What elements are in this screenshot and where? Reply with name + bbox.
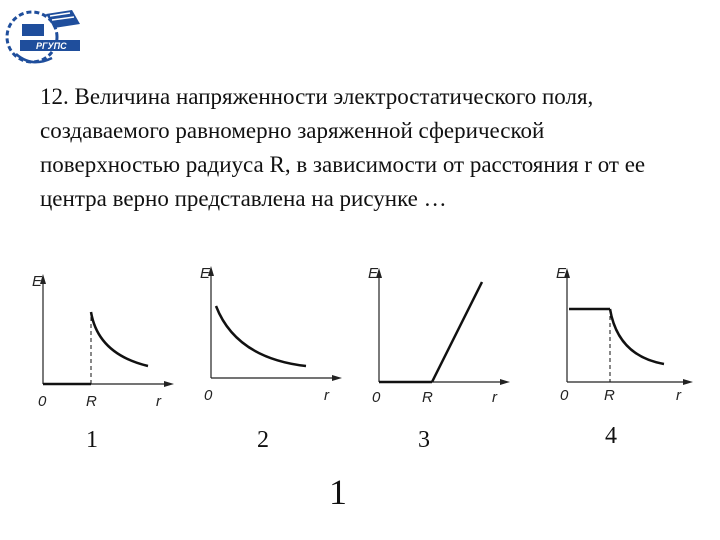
- graph-1-x-label: r: [156, 393, 161, 410]
- graph-3-number: 3: [418, 427, 430, 453]
- graph-1: [28, 268, 178, 413]
- question-text: 12. Величина напряженности электростатического поля, создаваемого равномерно заряженной сферической поверхностью радиуса R, в зависимости от расстояния r от ее центра верно представлена на рисунке …: [40, 84, 646, 211]
- graph-2-y-label: E: [200, 265, 211, 282]
- graph-2-x-label: r: [324, 387, 329, 404]
- graph-4-number: 4: [605, 423, 617, 449]
- graph-2-origin-label: 0: [204, 387, 213, 404]
- graph-1-origin-label: 0: [38, 393, 47, 410]
- graph-1-number: 1: [86, 427, 98, 453]
- graph-2: [196, 258, 346, 408]
- graph-1-y-label: E: [32, 273, 43, 290]
- university-logo: [2, 2, 86, 72]
- graph-1-r-label: R: [86, 393, 97, 410]
- graph-4-r-label: R: [604, 387, 615, 404]
- graph-4-y-label: E: [556, 265, 567, 282]
- graph-3: [364, 260, 514, 408]
- graph-4-x-label: r: [676, 387, 681, 404]
- graph-2-number: 2: [257, 427, 269, 453]
- graph-4-origin-label: 0: [560, 387, 569, 404]
- answer-number: 1: [329, 472, 347, 512]
- graph-3-y-label: E: [368, 265, 379, 282]
- graph-3-x-label: r: [492, 389, 497, 406]
- logo-text: РГУПС: [36, 41, 67, 51]
- graph-4: [552, 260, 702, 408]
- graph-3-r-label: R: [422, 389, 433, 406]
- graph-3-origin-label: 0: [372, 389, 381, 406]
